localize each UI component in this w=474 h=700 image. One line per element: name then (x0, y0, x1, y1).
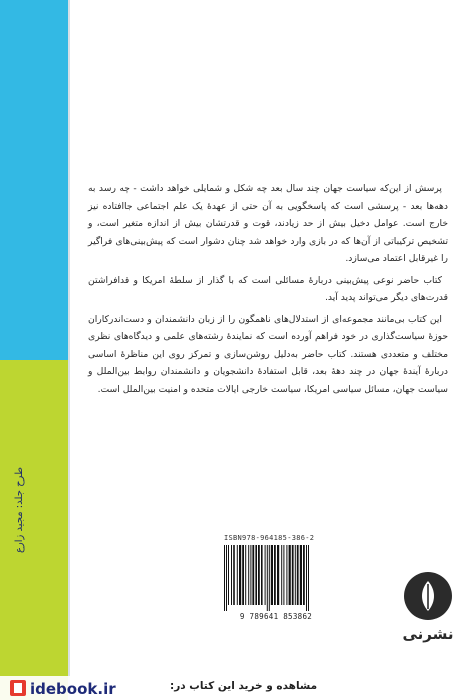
barcode-bar (239, 545, 241, 605)
watermark-text: مشاهده و خرید این کتاب در: (170, 680, 318, 692)
barcode-bar (286, 545, 287, 605)
barcode-bar (226, 545, 227, 611)
blurb-text (88, 180, 448, 402)
barcode-bar (248, 545, 249, 605)
barcode-bar (261, 545, 263, 605)
isbn-label: ISBN978-964185-386-2 (224, 534, 315, 542)
green-stripe (0, 360, 68, 700)
barcode-bar (265, 545, 266, 605)
barcode-bar (271, 545, 273, 605)
barcode-bar (237, 545, 238, 605)
barcode-bar (224, 545, 225, 611)
barcode-bar (245, 545, 246, 605)
barcode-bar (274, 545, 276, 605)
blurb-paragraph-2: کتاب حاضر نوعی پیش‌بینی دربارهٔ مسائلی است که با گذار از سلطهٔ امریکا و قدافراشتن قدرت‌های دیگر می‌تواند پدید آید. (88, 274, 448, 303)
idebook-logo[interactable] (10, 678, 160, 698)
barcode-bar (242, 545, 244, 605)
barcode-bar (269, 545, 270, 611)
barcode-bar (267, 545, 268, 611)
barcode-bar (308, 545, 309, 611)
barcode-bar (306, 545, 307, 611)
barcode-bar (295, 545, 296, 605)
blurb-paragraph-1: پرسش از این‌که سیاست جهان چند سال بعد چه شکل و شمایلی خواهد داشت - چه رسد به دهه‌ها بعد - پرسشی است که پاسخگویی به آن حتی از عهدهٔ یک علم اجتماعی جاافتاده نیز خارج است. عوامل دخیل بیش از حد زیادند، قوت و قدرتشان بیش از اندازه متغیر است، و تشخیص ترکیباتی از آن‌ها که در بازی وارد خواهد شد چنان دشوار است که پیش‌بینی‌های فراگیر را غیرقابل اعتماد می‌سازد. (88, 183, 448, 264)
barcode-bar (233, 545, 235, 605)
barcode-bar (258, 545, 260, 605)
publisher-logo (404, 572, 452, 620)
barcode-bar (303, 545, 305, 605)
barcode-bar (231, 545, 232, 605)
barcode-bar (252, 545, 254, 605)
stripe-divider (68, 0, 70, 700)
barcode-bar (300, 545, 302, 605)
watermark-site: idebook.ir (30, 680, 116, 698)
cover-design-credit: طرح جلد: مجید زارع (14, 466, 25, 554)
barcode-bar (281, 545, 282, 605)
barcode-bar (250, 545, 251, 605)
barcode-bar (283, 545, 284, 605)
barcode-bar (255, 545, 257, 605)
barcode (222, 545, 330, 615)
publisher-name: نشرنی (402, 625, 454, 643)
barcode-bar (297, 545, 299, 605)
barcode-bar (292, 545, 294, 605)
barcode-bar (228, 545, 229, 605)
barcode-bar (277, 545, 279, 605)
blurb-paragraph-3: این کتاب بی‌مانند مجموعه‌ای از استدلال‌های ناهمگون را از زبان دانشمندان و دست‌اندرکاران حوزهٔ سیاست‌گذاری در خود فراهم آورده است که نمایندهٔ رشته‌های علمی و دیدگاه‌های نظری مختلف و متعددی هستند. کتاب حاضر به‌دلیل روشن‌سازی و تمرکز روی این مناظرهٔ اساسی دربارهٔ آیندهٔ جهان در چند دههٔ بعد، قابل استفادهٔ دانشجویان و دانشمندان روابط بین‌الملل و سیاست جهان، مسائل سیاسی امریکا، سیاست خارجی ایالات متحده و امنیت بین‌الملل است. (88, 313, 448, 395)
leaf-icon (418, 580, 438, 612)
blue-stripe (0, 0, 68, 360)
barcode-number: 9 789641 853862 (239, 612, 313, 621)
barcode-bar (289, 545, 291, 605)
